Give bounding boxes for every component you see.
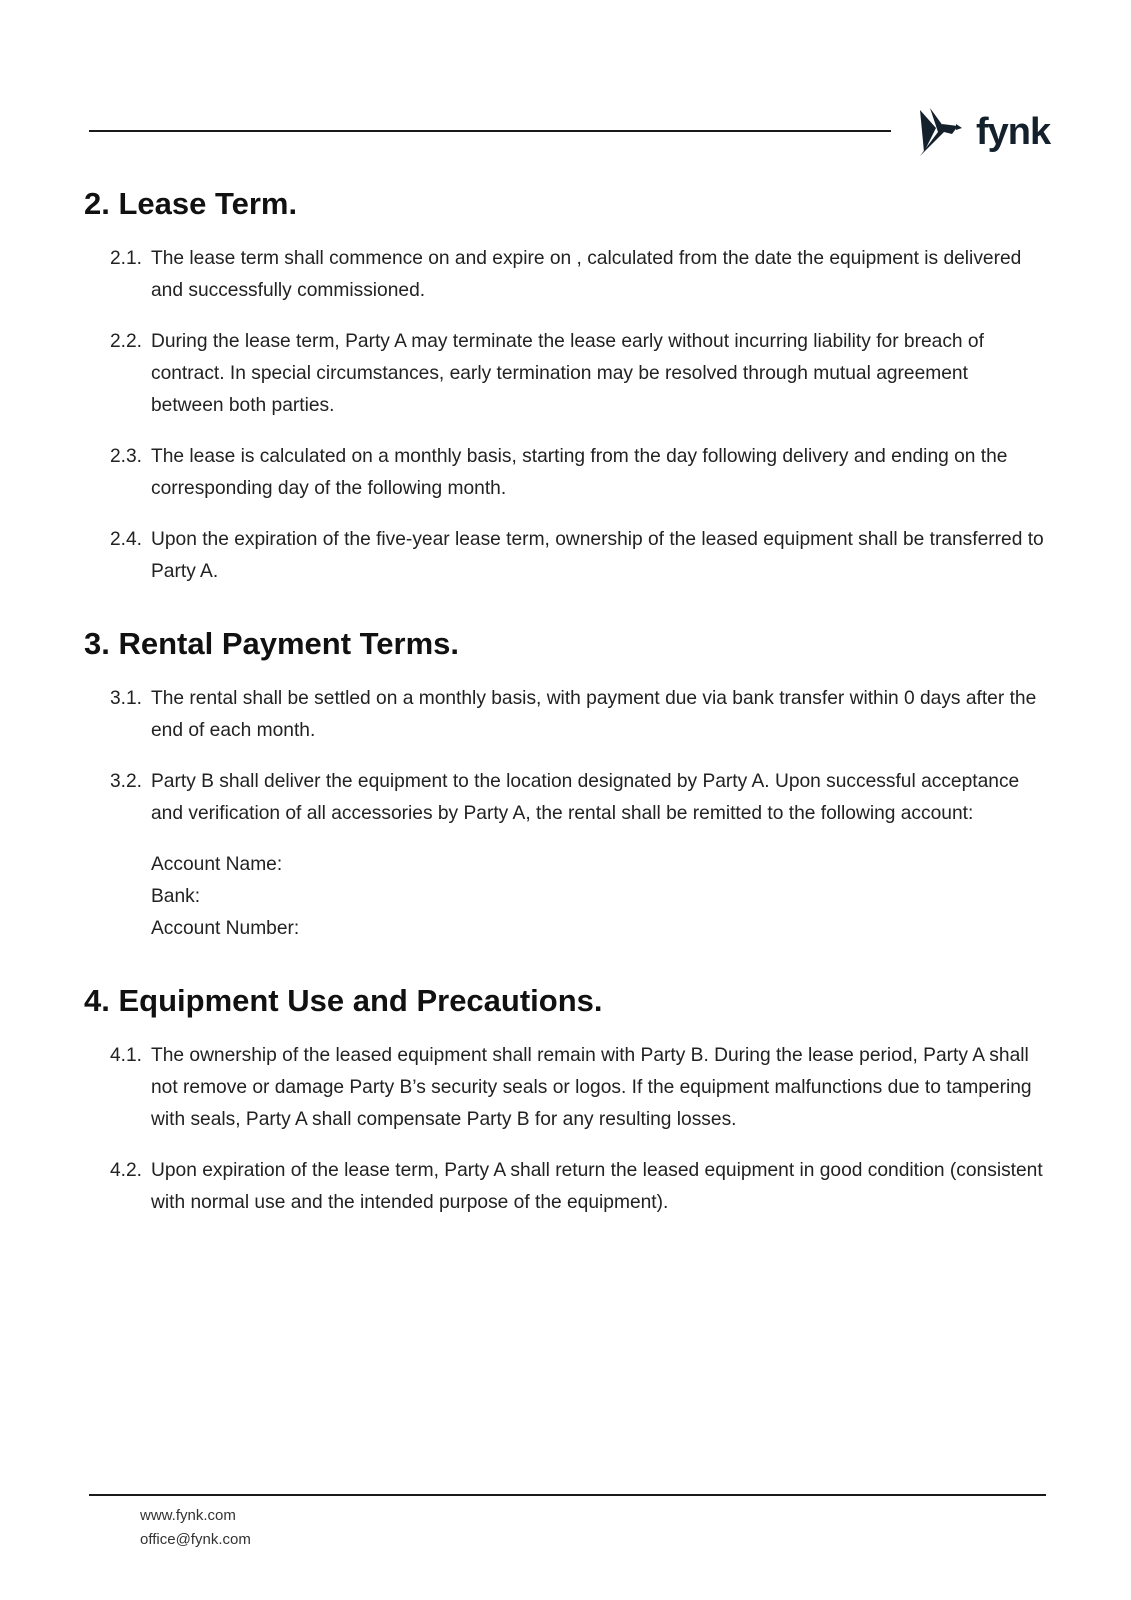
clause-text: During the lease term, Party A may terminate the lease early without incurring liability for breach of contract. In special circumstances, early termination may be resolved through mutual agreement between both parties. [151,331,984,416]
clause-number: 4.1. [109,1045,142,1066]
clause [84,766,1044,830]
account-name-label: Account Name: [151,854,283,875]
clause-number: 3.1. [109,688,142,709]
bank-account-details [84,849,1044,945]
clause-number: 2.3. [109,446,142,467]
clause [84,524,1044,588]
logo-wordmark: fynk [976,111,1051,153]
clause [84,441,1044,505]
clause-text: Party B shall deliver the equipment to the location designated by Party A. Upon successful acceptance and verification of all accessories by Party A, the rental shall be remitted to the following account: [151,771,1020,824]
section-heading: 3. Rental Payment Terms. [84,626,460,661]
clause-number: 2.4. [109,529,142,550]
clause-text: The ownership of the leased equipment shall remain with Party B. During the lease period, Party A shall not remove or damage Party B’s security seals or logos. If the equipment malfunctions due to tampering with seals, Party A shall compensate Party B for any resulting losses. [151,1045,1032,1130]
footer-email-link[interactable]: office@fynk.com [140,1531,251,1548]
section-lease-term [84,184,1044,588]
document-body [84,184,1044,1255]
account-number-label: Account Number: [151,918,300,939]
clause-text: The lease term shall commence on and expire on , calculated from the date the equipment is delivered and successfully commissioned. [151,248,1022,301]
clause-text: Upon expiration of the lease term, Party A shall return the leased equipment in good condition (consistent with normal use and the intended purpose of the equipment). [151,1160,1043,1213]
clause-text: The rental shall be settled on a monthly basis, with payment due via bank transfer within 0 days after the end of each month. [151,688,1037,741]
fynk-logo [916,106,1050,160]
clause-text: The lease is calculated on a monthly basis, starting from the day following delivery and ending on the corresponding day of the following month. [151,446,1008,499]
bird-icon [916,106,972,160]
footer-divider [89,1494,1046,1496]
clause-text: Upon the expiration of the five-year lease term, ownership of the leased equipment shall be transferred to Party A. [151,529,1044,582]
section-rental-payment-terms [84,624,1044,945]
clause-number: 2.1. [109,248,142,269]
footer [140,1504,251,1552]
header-divider [89,130,891,132]
section-heading: 4. Equipment Use and Precautions. [84,983,603,1018]
clause-number: 2.2. [109,331,142,352]
clause [84,683,1044,747]
footer-website-link[interactable]: www.fynk.com [140,1507,236,1524]
section-heading: 2. Lease Term. [84,186,298,221]
clause-number: 3.2. [109,771,142,792]
clause [84,326,1044,422]
clause [84,1155,1044,1219]
section-equipment-use [84,981,1044,1219]
bank-label: Bank: [151,886,201,907]
clause-number: 4.2. [109,1160,142,1181]
clause [84,243,1044,307]
clause [84,1040,1044,1136]
